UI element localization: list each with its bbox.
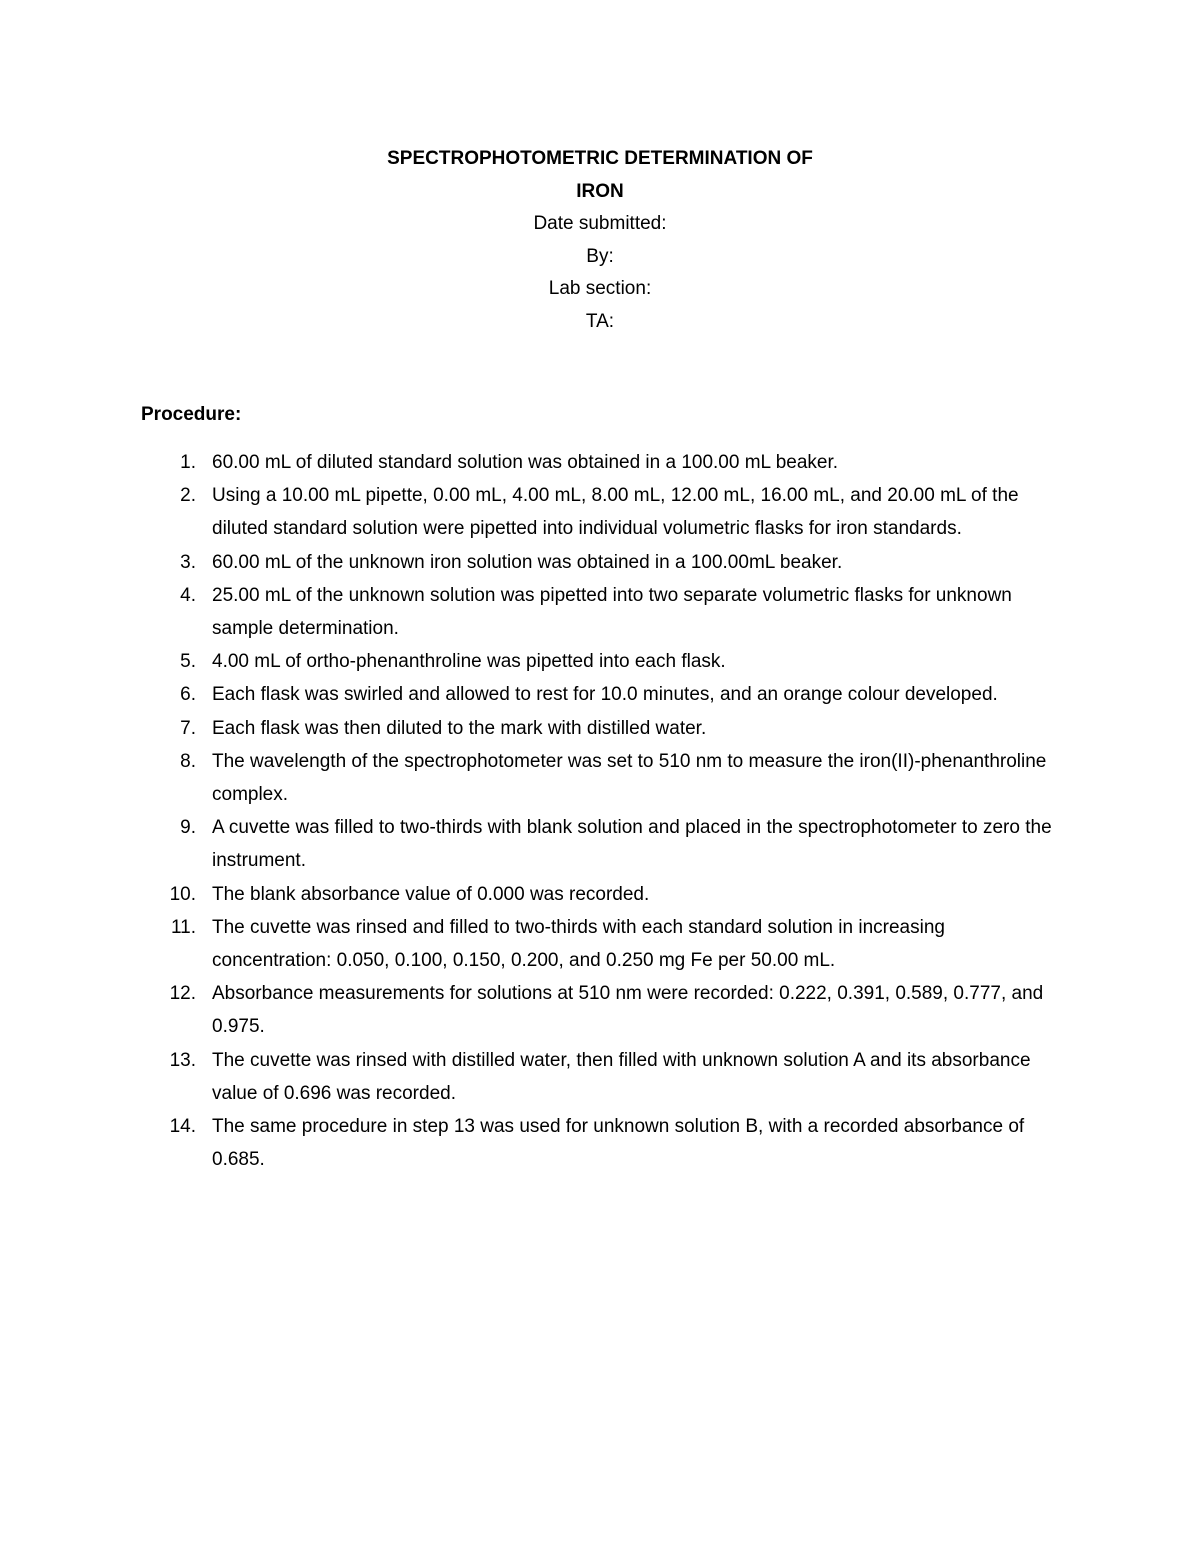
step-text: Absorbance measurements for solutions at 510 nm were recorded: 0.222, 0.391, 0.589, 0.777, and 0.975. bbox=[212, 983, 1044, 1038]
step-text: The cuvette was rinsed with distilled water, then filled with unknown solution A and its absorbance value of 0.696 was recorded. bbox=[212, 1049, 1031, 1104]
procedure-step bbox=[141, 712, 1061, 745]
step-number: 3. bbox=[180, 551, 196, 573]
procedure-steps-list bbox=[141, 446, 1061, 1176]
step-number: 9. bbox=[180, 817, 196, 839]
step-number: 2. bbox=[180, 485, 196, 507]
step-text: The same procedure in step 13 was used for unknown solution B, with a recorded absorbance of 0.685. bbox=[212, 1116, 1025, 1171]
procedure-step bbox=[141, 745, 1061, 811]
step-number: 8. bbox=[180, 750, 196, 772]
step-text: Each flask was then diluted to the mark with distilled water. bbox=[212, 717, 707, 739]
procedure-step bbox=[141, 678, 1061, 711]
step-text: Each flask was swirled and allowed to rest for 10.0 minutes, and an orange colour developed. bbox=[212, 684, 998, 706]
document-title-line-2: IRON bbox=[576, 180, 624, 202]
title-block bbox=[0, 143, 1200, 338]
procedure-heading: Procedure: bbox=[141, 404, 242, 425]
step-text: The wavelength of the spectrophotometer was set to 510 nm to measure the iron(II)-phenanthroline complex. bbox=[212, 750, 1047, 806]
document-title-line-1: SPECTROPHOTOMETRIC DETERMINATION OF bbox=[387, 148, 813, 169]
step-text: Using a 10.00 mL pipette, 0.00 mL, 4.00 mL, 8.00 mL, 12.00 mL, 16.00 mL, and 20.00 mL of the diluted standard solution were pipetted into individual volumetric flasks for iron standards. bbox=[212, 485, 1019, 540]
step-text: 60.00 mL of the unknown iron solution was obtained in a 100.00mL beaker. bbox=[212, 551, 843, 573]
step-number: 12. bbox=[169, 983, 196, 1005]
step-number: 10. bbox=[169, 883, 196, 905]
ta-label: TA: bbox=[585, 310, 615, 332]
date-submitted-label: Date submitted: bbox=[533, 213, 667, 234]
author-label: By: bbox=[586, 245, 614, 267]
step-text: 4.00 mL of ortho-phenanthroline was pipetted into each flask. bbox=[212, 651, 726, 673]
step-number: 6. bbox=[180, 684, 196, 706]
step-number: 5. bbox=[180, 651, 196, 673]
procedure-step bbox=[141, 1044, 1061, 1110]
procedure-step bbox=[141, 911, 1061, 977]
step-number: 4. bbox=[180, 584, 196, 606]
procedure-step bbox=[141, 878, 1061, 911]
step-number: 7. bbox=[180, 717, 196, 739]
step-number: 11. bbox=[170, 916, 196, 938]
procedure-step bbox=[141, 1110, 1061, 1176]
step-number: 13. bbox=[169, 1049, 196, 1071]
procedure-step bbox=[141, 479, 1061, 545]
procedure-step bbox=[141, 645, 1061, 678]
procedure-step bbox=[141, 811, 1061, 877]
procedure-step bbox=[141, 579, 1061, 645]
lab-section-label: Lab section: bbox=[548, 278, 652, 299]
step-number: 14. bbox=[169, 1116, 196, 1138]
step-text: 60.00 mL of diluted standard solution was obtained in a 100.00 mL beaker. bbox=[212, 452, 839, 473]
step-number: 1. bbox=[180, 452, 196, 473]
procedure-step bbox=[141, 546, 1061, 579]
step-text: The blank absorbance value of 0.000 was recorded. bbox=[212, 883, 650, 905]
procedure-step bbox=[141, 977, 1061, 1043]
step-text: The cuvette was rinsed and filled to two-thirds with each standard solution in increasing concentration: 0.050, 0.100, 0.150, 0.200, and 0.250 mg Fe per 50.00 mL. bbox=[212, 916, 945, 972]
step-text: A cuvette was filled to two-thirds with blank solution and placed in the spectrophotometer to zero the instrument. bbox=[212, 817, 1052, 872]
step-text: 25.00 mL of the unknown solution was pipetted into two separate volumetric flasks for unknown sample determination. bbox=[212, 584, 1012, 640]
procedure-step bbox=[141, 446, 1061, 479]
